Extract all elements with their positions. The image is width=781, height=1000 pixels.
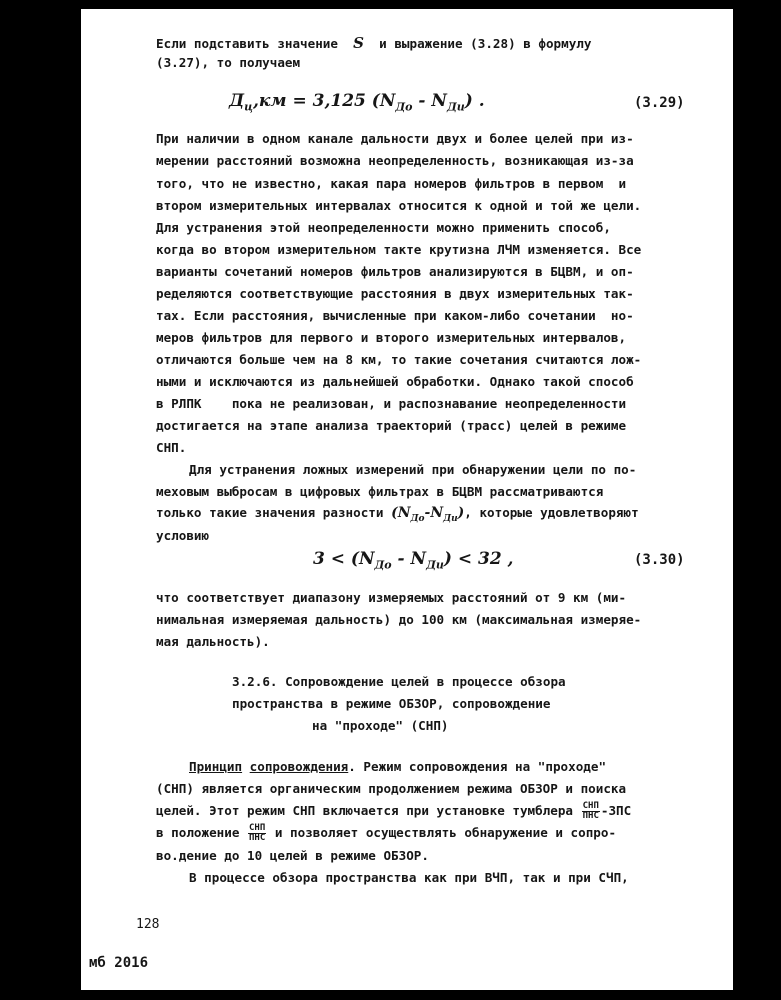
- archive-stamp: мб 2016: [89, 955, 149, 971]
- underlined-term: сопровождения: [249, 759, 349, 774]
- para2-line-4: условию: [156, 528, 210, 543]
- para3-line: нимальная измеряемая дальность) до 100 км (максимальная измеряе-: [156, 612, 642, 627]
- section-heading-line-3: на "проходе" (СНП): [312, 718, 449, 733]
- para1-line: При наличии в одном канале дальности двух и более целей при из-: [156, 131, 634, 146]
- underlined-term: Принцип: [189, 759, 243, 774]
- formula-3-30: $3 < (N_{До} - N_{Ди}) < 32$ ,: [313, 549, 514, 572]
- para2-line-3: только такие значения разности $(N_{До}-N_{Ди})$, которые удовлетворяют: [156, 505, 639, 524]
- switch-position-fraction: $\frac{\text{СНП}}{\text{ПНС}}$: [582, 801, 599, 821]
- switch-position-fraction: $\frac{\text{СНП}}{\text{ПНС}}$: [249, 823, 266, 843]
- para2-line-2: меховым выбросам в цифровых фильтрах в БЦВМ рассматриваются: [156, 484, 604, 499]
- intro-line-2: (3.27), то получаем: [156, 55, 301, 70]
- para1-line: ными и исключаются из дальнейшей обработки. Однако такой способ: [156, 374, 634, 389]
- para1-line: меров фильтров для первого и второго измерительных интервалов,: [156, 330, 627, 345]
- para4-line-4: в положение $\frac{\text{СНП}}{\text{ПНС}}$ и позволяет осуществлять обнаружение и сопро-: [156, 823, 617, 843]
- para3-line: мая дальность).: [156, 634, 270, 649]
- para1-line: СНП.: [156, 440, 187, 455]
- para1-line: того, что не известно, какая пара номеров фильтров в первом и: [156, 176, 627, 191]
- para1-line: втором измерительных интервалах относится к одной и той же цели.: [156, 198, 642, 213]
- para1-line: Для устранения этой неопределенности можно применить способ,: [156, 220, 611, 235]
- para2-line-1: Для устранения ложных измерений при обнаружении цели по по-: [189, 462, 637, 477]
- para4-line-1: Принцип сопровождения. Режим сопровождения на "проходе": [189, 759, 607, 774]
- para1-line: ределяются соответствующие расстояния в двух измерительных так-: [156, 286, 634, 301]
- para4-line-6: В процессе обзора пространства как при ВЧП, так и при СЧП,: [189, 870, 629, 885]
- para3-line: что соответствует диапазону измеряемых расстояний от 9 км (ми-: [156, 590, 627, 605]
- para1-line: мерении расстояний возможна неопределенность, возникающая из-за: [156, 153, 634, 168]
- section-heading-line-1: 3.2.6. Сопровождение целей в процессе обзора: [232, 674, 566, 689]
- para1-line: достигается на этапе анализа траекторий (трасс) целей в режиме: [156, 418, 627, 433]
- document-page: [81, 9, 733, 990]
- para4-line-5: во.дение до 10 целей в режиме ОБЗОР.: [156, 848, 429, 863]
- para1-line: в РЛПК пока не реализован, и распознавание неопределенности: [156, 396, 627, 411]
- difference-expression: $(N_{До}-N_{Ди})$: [391, 505, 465, 524]
- formula-3-29: $Д_ц,км = 3,125$ $(N_{До} - N_{Ди})$ .: [229, 91, 485, 114]
- para4-line-2: (СНП) является органическим продолжением режима ОБЗОР и поиска: [156, 781, 627, 796]
- para1-line: варианты сочетаний номеров фильтров анализируются в БЦВМ, и оп-: [156, 264, 634, 279]
- equation-number-3-30: (3.30): [634, 552, 685, 568]
- intro-line-1: Если подставить значение S и выражение (3.28) в формулу: [156, 34, 592, 52]
- page-number: 128: [136, 917, 160, 932]
- s-symbol: S: [353, 34, 364, 52]
- equation-number-3-29: (3.29): [634, 95, 685, 111]
- para1-line: когда во втором измерительном такте крутизна ЛЧМ изменяется. Все: [156, 242, 642, 257]
- para1-line: отличаются больше чем на 8 км, то такие сочетания считаются лож-: [156, 352, 642, 367]
- para1-line: тах. Если расстояния, вычисленные при каком-либо сочетании но-: [156, 308, 634, 323]
- section-heading-line-2: пространства в режиме ОБЗОР, сопровождение: [232, 696, 551, 711]
- para4-line-3: целей. Этот режим СНП включается при установке тумблера $\frac{\text{СНП}}{\text{ПНС}}$ -ЗПС: [156, 801, 632, 821]
